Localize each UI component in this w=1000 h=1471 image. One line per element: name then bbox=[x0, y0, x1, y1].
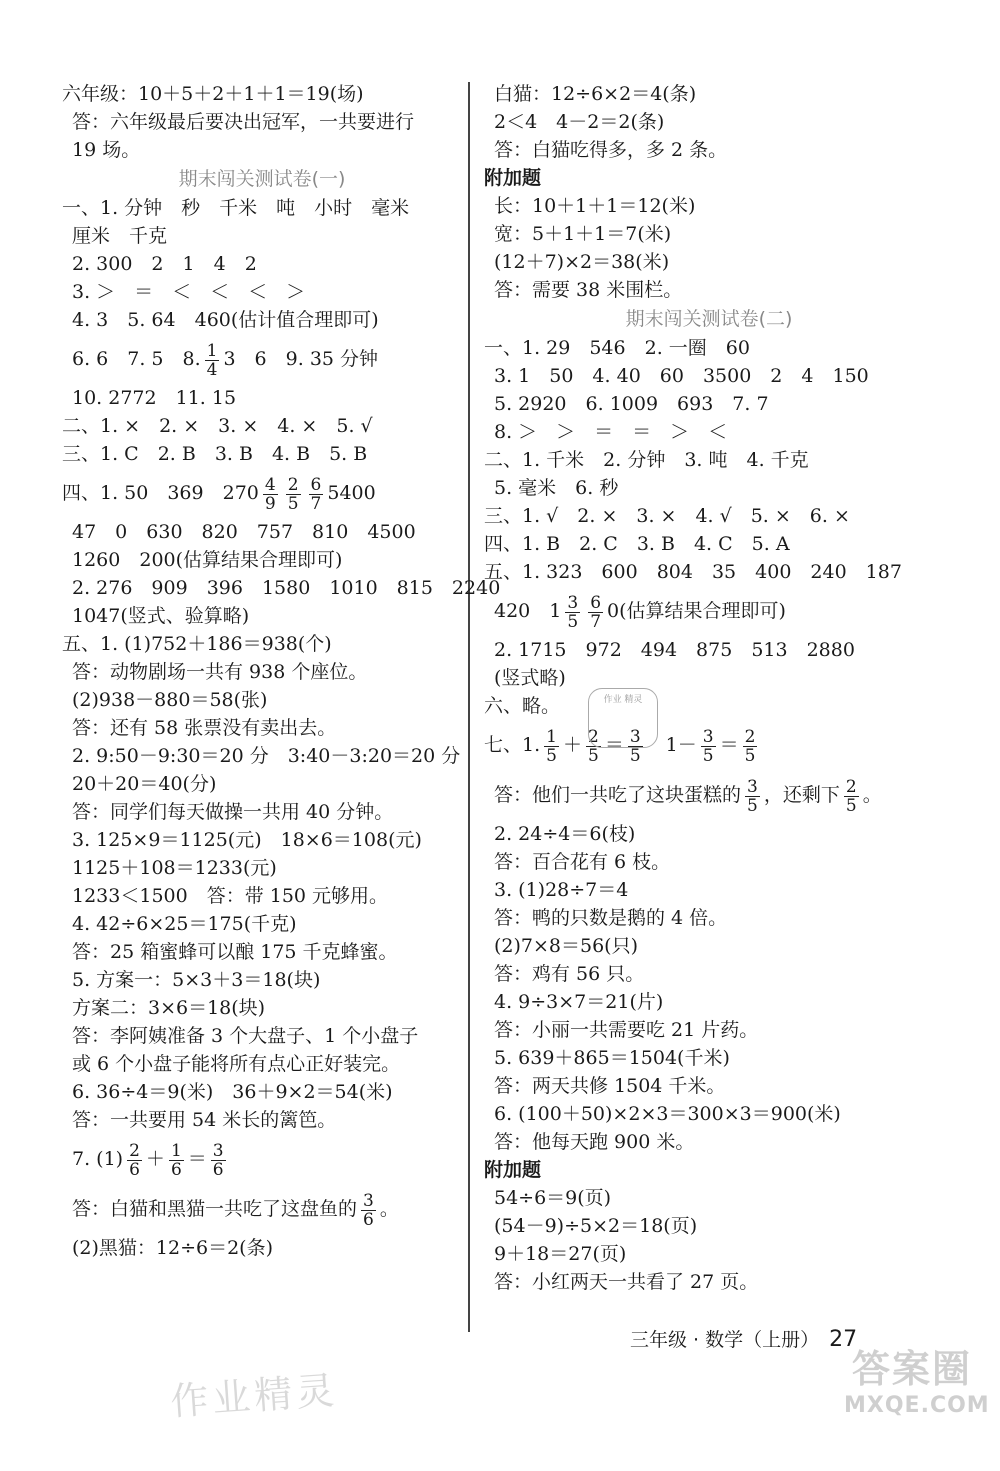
text-line: 一、1. 分钟 秒 千米 吨 小时 毫米 bbox=[62, 197, 410, 219]
text-line: 一、1. 29 546 2. 一圈 60 bbox=[484, 337, 750, 359]
numerator: 3 bbox=[212, 1140, 224, 1161]
text-line: 答：百合花有 6 枝。 bbox=[494, 851, 671, 873]
fraction bbox=[169, 1142, 184, 1179]
denominator: 6 bbox=[363, 1209, 374, 1230]
fraction bbox=[565, 594, 580, 631]
text-line: 四、1. B 2. C 3. B 4. C 5. A bbox=[484, 533, 790, 555]
text-line: 1047(竖式、验算略) bbox=[72, 605, 250, 627]
fraction bbox=[844, 778, 859, 815]
text-seg: ＝ bbox=[719, 734, 739, 756]
text-line: 宽：5＋1＋1＝7(米) bbox=[494, 223, 672, 245]
denominator: 6 bbox=[129, 1159, 140, 1180]
numerator: 3 bbox=[363, 1190, 374, 1211]
text-line: 1125＋108＝1233(元) bbox=[72, 857, 277, 879]
text-line bbox=[484, 720, 934, 770]
text-seg: 6. 6 7. 5 8. bbox=[72, 348, 201, 370]
numerator: 4 bbox=[264, 474, 276, 495]
text-seg: 5400 bbox=[327, 482, 376, 504]
logo-text: 答案圈 bbox=[852, 1347, 973, 1391]
column-divider bbox=[468, 82, 470, 1332]
text-line: 5. 方案一：5×3＋3＝18(块) bbox=[72, 969, 321, 991]
denominator: 7 bbox=[310, 493, 322, 514]
stamp-logo: 作业 精灵 bbox=[588, 688, 658, 748]
text-line: 3. ＞ ＝ ＜ ＜ ＜ ＞ bbox=[72, 281, 306, 303]
text-line: 长：10＋1＋1＝12(米) bbox=[494, 195, 696, 217]
text-line: 2. 300 2 1 4 2 bbox=[72, 253, 257, 275]
denominator: 9 bbox=[264, 493, 276, 514]
denominator: 4 bbox=[206, 359, 218, 380]
fraction bbox=[127, 1142, 142, 1179]
fraction bbox=[745, 778, 760, 815]
text-line: 厘米 千克 bbox=[72, 225, 168, 247]
numerator: 1 bbox=[170, 1140, 182, 1161]
text-line: 47 0 630 820 757 810 4500 bbox=[72, 521, 416, 543]
numerator: 1 bbox=[206, 340, 218, 361]
text-line: 六年级：10＋5＋2＋1＋1＝19(场) bbox=[62, 83, 364, 105]
text-line: 5. 毫米 6. 秒 bbox=[494, 477, 619, 499]
text-seg: 答：他们一共吃了这块蛋糕的 bbox=[494, 784, 742, 806]
text-line: 答：小红两天一共看了 27 页。 bbox=[494, 1271, 759, 1293]
denominator: 5 bbox=[287, 493, 299, 514]
text-line: 答：还有 58 张票没有卖出去。 bbox=[72, 717, 337, 739]
text-seg: 答：白猫和黑猫一共吃了这盘鱼的 bbox=[72, 1198, 358, 1220]
text-seg: 0(估算结果合理即可) bbox=[607, 600, 786, 622]
text-seg: ，还剩下 bbox=[763, 784, 840, 806]
numerator: 2 bbox=[744, 726, 756, 747]
text-line: 答：一共要用 54 米长的篱笆。 bbox=[72, 1109, 337, 1131]
numerator: 2 bbox=[287, 474, 299, 495]
text-line: 2. 1715 972 494 875 513 2880 bbox=[494, 639, 855, 661]
page-number: 27 bbox=[829, 1327, 858, 1352]
text-line bbox=[62, 334, 462, 384]
numerator: 3 bbox=[702, 726, 714, 747]
text-line: 答：同学们每天做操一共用 40 分钟。 bbox=[72, 801, 394, 823]
right-column bbox=[484, 80, 934, 1296]
text-line: 4. 9÷3×7＝21(片) bbox=[494, 991, 664, 1013]
text-line: 五、1. 323 600 804 35 400 240 187 bbox=[484, 561, 902, 583]
text-line: 54÷6＝9(页) bbox=[494, 1187, 612, 1209]
page-footer bbox=[630, 1325, 857, 1352]
text-seg: ＋ bbox=[145, 1148, 165, 1170]
text-seg: 四、1. 50 369 270 bbox=[62, 482, 259, 504]
footer-grade: 三年级 · 数学（上册） bbox=[630, 1329, 820, 1351]
text-line: 五、1. (1)752＋186＝938(个) bbox=[62, 633, 332, 655]
text-line: 2. 276 909 396 1580 1010 815 2240 bbox=[72, 577, 501, 599]
fraction bbox=[588, 594, 603, 631]
text-line: 2. 24÷4＝6(枝) bbox=[494, 823, 636, 845]
text-line: 19 场。 bbox=[72, 139, 141, 161]
text-line: 2＜4 4－2＝2(条) bbox=[494, 111, 665, 133]
text-line: 10. 2772 11. 15 bbox=[72, 387, 237, 409]
text-line: 3. 1 50 4. 40 60 3500 2 4 150 bbox=[494, 365, 869, 387]
text-line: 8. ＞ ＞ ＝ ＝ ＞ ＜ bbox=[494, 421, 728, 443]
text-seg: 7. (1) bbox=[72, 1148, 124, 1170]
denominator: 5 bbox=[567, 611, 579, 632]
text-seg: ＋ bbox=[562, 734, 582, 756]
numerator: 3 bbox=[747, 776, 758, 797]
text-line: 答：他每天跑 900 米。 bbox=[494, 1131, 695, 1153]
text-line bbox=[62, 1134, 462, 1184]
text-line: 三、1. C 2. B 3. B 4. B 5. B bbox=[62, 443, 368, 465]
text-line: 5. 2920 6. 1009 693 7. 7 bbox=[494, 393, 769, 415]
numerator: 3 bbox=[629, 726, 641, 747]
denominator: 5 bbox=[587, 745, 599, 766]
text-line bbox=[484, 586, 934, 636]
fraction bbox=[205, 342, 220, 379]
text-line: 答：两天共修 1504 千米。 bbox=[494, 1075, 726, 1097]
text-line: 1260 200(估算结果合理即可) bbox=[72, 549, 343, 571]
text-line: (竖式略) bbox=[494, 667, 566, 689]
text-seg: ＝ bbox=[187, 1148, 207, 1170]
fraction bbox=[743, 728, 758, 765]
numerator: 1 bbox=[546, 726, 557, 747]
text-line: 答：白猫吃得多，多 2 条。 bbox=[494, 139, 728, 161]
fraction bbox=[211, 1142, 226, 1179]
text-line: 3. (1)28÷7＝4 bbox=[494, 879, 629, 901]
text-line: (12＋7)×2＝38(米) bbox=[494, 251, 670, 273]
section-heading: 期末闯关测试卷(二) bbox=[625, 308, 793, 330]
text-line: 答：小丽一共需要吃 21 片药。 bbox=[494, 1019, 759, 1041]
text-line: (2)黑猫：12÷6＝2(条) bbox=[72, 1237, 274, 1259]
text-line: 白猫：12÷6×2＝4(条) bbox=[494, 83, 697, 105]
text-seg: 3 6 9. 35 分钟 bbox=[223, 348, 379, 370]
fraction bbox=[309, 476, 324, 513]
text-line: 答：六年级最后要决出冠军，一共要进行 bbox=[72, 111, 415, 133]
text-line: 5. 639＋865＝1504(千米) bbox=[494, 1047, 730, 1069]
text-line: (54－9)÷5×2＝18(页) bbox=[494, 1215, 698, 1237]
fraction bbox=[286, 476, 301, 513]
text-line: (2)938－880＝58(张) bbox=[72, 689, 268, 711]
text-line: 或 6 个小盘子能将所有点心正好装完。 bbox=[72, 1053, 401, 1075]
text-seg: 七、1. bbox=[484, 734, 541, 756]
denominator: 5 bbox=[629, 745, 641, 766]
text-line: 三、1. √ 2. × 3. × 4. √ 5. × 6. × bbox=[484, 505, 850, 527]
numerator: 2 bbox=[129, 1140, 140, 1161]
denominator: 6 bbox=[170, 1159, 182, 1180]
numerator: 2 bbox=[845, 776, 857, 797]
numerator: 3 bbox=[567, 592, 579, 613]
denominator: 5 bbox=[845, 795, 857, 816]
denominator: 6 bbox=[212, 1159, 224, 1180]
denominator: 5 bbox=[744, 745, 756, 766]
denominator: 5 bbox=[546, 745, 557, 766]
text-line: 方案二：3×6＝18(块) bbox=[72, 997, 266, 1019]
text-line: 二、1. × 2. × 3. × 4. × 5. √ bbox=[62, 415, 373, 437]
numerator: 2 bbox=[587, 726, 599, 747]
denominator: 7 bbox=[590, 611, 602, 632]
fraction bbox=[361, 1192, 376, 1229]
text-line: 4. 3 5. 64 460(估计值合理即可) bbox=[72, 309, 379, 331]
text-line: 6. 36÷4＝9(米) 36＋9×2＝54(米) bbox=[72, 1081, 393, 1103]
numerator: 6 bbox=[590, 592, 602, 613]
fraction bbox=[701, 728, 716, 765]
text-line: 答：鸡有 56 只。 bbox=[494, 963, 645, 985]
text-line bbox=[62, 1184, 462, 1234]
text-line: 3. 125×9＝1125(元) 18×6＝108(元) bbox=[72, 829, 422, 851]
denominator: 5 bbox=[702, 745, 714, 766]
denominator: 5 bbox=[747, 795, 758, 816]
text-line bbox=[62, 468, 462, 518]
text-line: 答：25 箱蜜蜂可以酿 175 千克蜂蜜。 bbox=[72, 941, 398, 963]
section-label: 附加题 bbox=[484, 1159, 542, 1181]
section-label: 附加题 bbox=[484, 167, 542, 189]
text-line: 六、略。 bbox=[484, 695, 561, 717]
numerator: 6 bbox=[310, 474, 322, 495]
text-line: 2. 9:50－9:30＝20 分 3:40－3:20＝20 分 bbox=[72, 745, 461, 767]
text-line: 二、1. 千米 2. 分钟 3. 吨 4. 千克 bbox=[484, 449, 809, 471]
fraction bbox=[544, 728, 559, 765]
text-seg: 。 bbox=[379, 1198, 399, 1220]
text-line: 答：动物剧场一共有 938 个座位。 bbox=[72, 661, 368, 683]
text-line: 答：鸭的只数是鹅的 4 倍。 bbox=[494, 907, 728, 929]
text-line: 20＋20＝40(分) bbox=[72, 773, 217, 795]
fraction bbox=[263, 476, 278, 513]
left-column bbox=[62, 80, 501, 1262]
text-line: 答：需要 38 米围栏。 bbox=[494, 279, 683, 301]
site-logo bbox=[844, 1338, 990, 1418]
text-line: 1233＜1500 答：带 150 元够用。 bbox=[72, 885, 389, 907]
text-line: 9＋18＝27(页) bbox=[494, 1243, 627, 1265]
text-line: (2)7×8＝56(只) bbox=[494, 935, 639, 957]
text-seg: ＝ bbox=[604, 734, 624, 756]
logo-url: MXQE.COM bbox=[844, 1393, 990, 1418]
section-heading: 期末闯关测试卷(一) bbox=[178, 168, 346, 190]
text-line: 答：李阿姨准备 3 个大盘子、1 个小盘子 bbox=[72, 1025, 419, 1047]
text-seg: 1－ bbox=[665, 734, 697, 756]
text-seg: 420 1 bbox=[494, 600, 562, 622]
text-line: 4. 42÷6×25＝175(千克) bbox=[72, 913, 297, 935]
text-seg: 。 bbox=[862, 784, 882, 806]
text-line: 6. (100＋50)×2×3＝300×3＝900(米) bbox=[494, 1103, 841, 1125]
text-line bbox=[484, 770, 934, 820]
watermark: 作业精灵 bbox=[168, 1368, 340, 1424]
